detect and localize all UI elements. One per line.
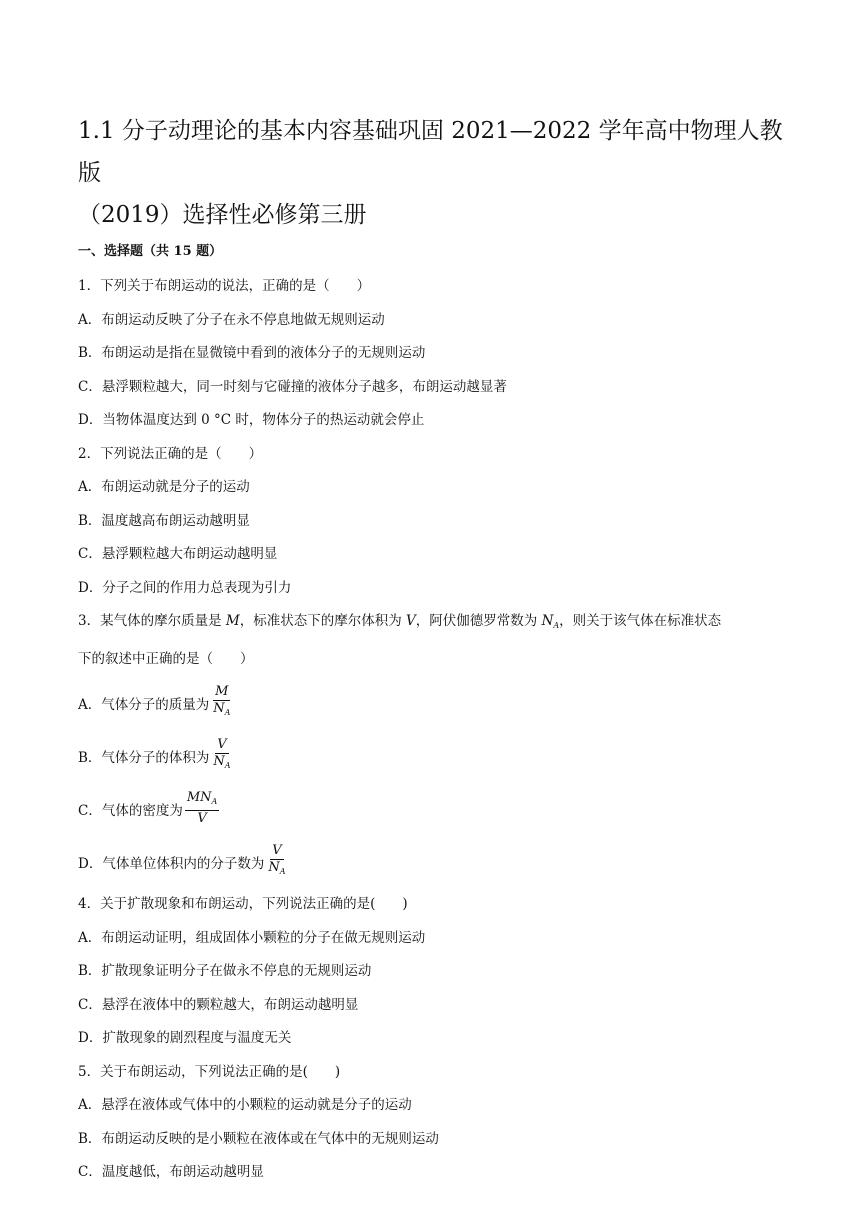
question-3-option-a: A．气体分子的质量为 $\frac{M}{N_A}$: [78, 676, 790, 729]
question-2: [78, 438, 790, 606]
fraction-a: $\frac{M}{N_A}$: [213, 684, 231, 717]
document-page: [78, 110, 790, 1190]
question-5-option-c: C．温度越低，布朗运动越明显: [78, 1164, 264, 1180]
question-2-option-d: D．分子之间的作用力总表现为引力: [78, 579, 292, 596]
question-5: [78, 1056, 790, 1190]
question-4: [78, 888, 790, 1056]
fraction-d: $\frac{V}{N_A}$: [268, 843, 286, 876]
question-5-stem: 5．关于布朗运动，下列说法正确的是( ): [78, 1063, 341, 1080]
question-5-option-a: A．悬浮在液体或气体中的小颗粒的运动就是分子的运动: [78, 1097, 412, 1113]
question-1-option-b: B．布朗运动是指在显微镜中看到的液体分子的无规则运动: [78, 345, 426, 361]
title-line-2: （2019）选择性必修第三册: [78, 202, 367, 228]
fraction-c: $\frac{MN_A}{V}$: [186, 790, 218, 826]
question-3-option-d: D．气体单位体积内的分子数为 $\frac{V}{N_A}$: [78, 835, 790, 888]
question-4-option-d: D．扩散现象的剧烈程度与温度无关: [78, 1030, 292, 1046]
title-line-1: 1.1 分子动理论的基本内容基础巩固 2021—2022 学年高中物理人教版: [78, 118, 783, 186]
document-title: [78, 110, 790, 236]
question-2-option-c: C．悬浮颗粒越大布朗运动越明显: [78, 546, 278, 562]
question-1-stem: 1．下列关于布朗运动的说法，正确的是（ ）: [78, 278, 371, 294]
question-4-stem: 4．关于扩散现象和布朗运动，下列说法正确的是( ): [78, 896, 408, 912]
question-3-option-b: B．气体分子的体积为 $\frac{V}{N_A}$: [78, 729, 790, 782]
fraction-b: $\frac{V}{N_A}$: [213, 737, 231, 770]
question-3-stem: 3．某气体的摩尔质量是 M，标准状态下的摩尔体积为 V，阿伏伽德罗常数为 $N_A$，则关于该气体在标准状态 下的叙述中正确的是（ ）: [78, 613, 722, 667]
avogadro-symbol: $N_A$: [541, 613, 560, 630]
molar-mass-symbol: M: [225, 613, 240, 629]
question-1-option-a: A．布朗运动反映了分子在永不停息地做无规则运动: [78, 311, 385, 328]
molar-volume-symbol: V: [406, 613, 416, 629]
question-5-option-b: B．布朗运动反映的是小颗粒在液体或在气体中的无规则运动: [78, 1130, 439, 1147]
question-4-option-c: C．悬浮在液体中的颗粒越大，布朗运动越明显: [78, 996, 359, 1013]
question-4-option-b: B．扩散现象证明分子在做永不停息的无规则运动: [78, 963, 372, 979]
question-3-option-c: C．气体的密度为 $\frac{MN_A}{V}$: [78, 790, 218, 826]
question-4-option-a: A．布朗运动证明，组成固体小颗粒的分子在做无规则运动: [78, 929, 426, 946]
question-2-stem: 2．下列说法正确的是（ ）: [78, 445, 263, 462]
question-1: [78, 270, 790, 438]
question-2-option-b: B．温度越高布朗运动越明显: [78, 512, 250, 529]
section-heading: 一、选择题（共 15 题）: [78, 244, 223, 259]
question-3: [78, 605, 790, 888]
question-2-option-a: A．布朗运动就是分子的运动: [78, 479, 250, 495]
question-1-option-d: D．当物体温度达到 0 °C 时，物体分子的热运动就会停止: [78, 412, 425, 428]
question-1-option-c: C．悬浮颗粒越大，同一时刻与它碰撞的液体分子越多，布朗运动越显著: [78, 378, 507, 395]
